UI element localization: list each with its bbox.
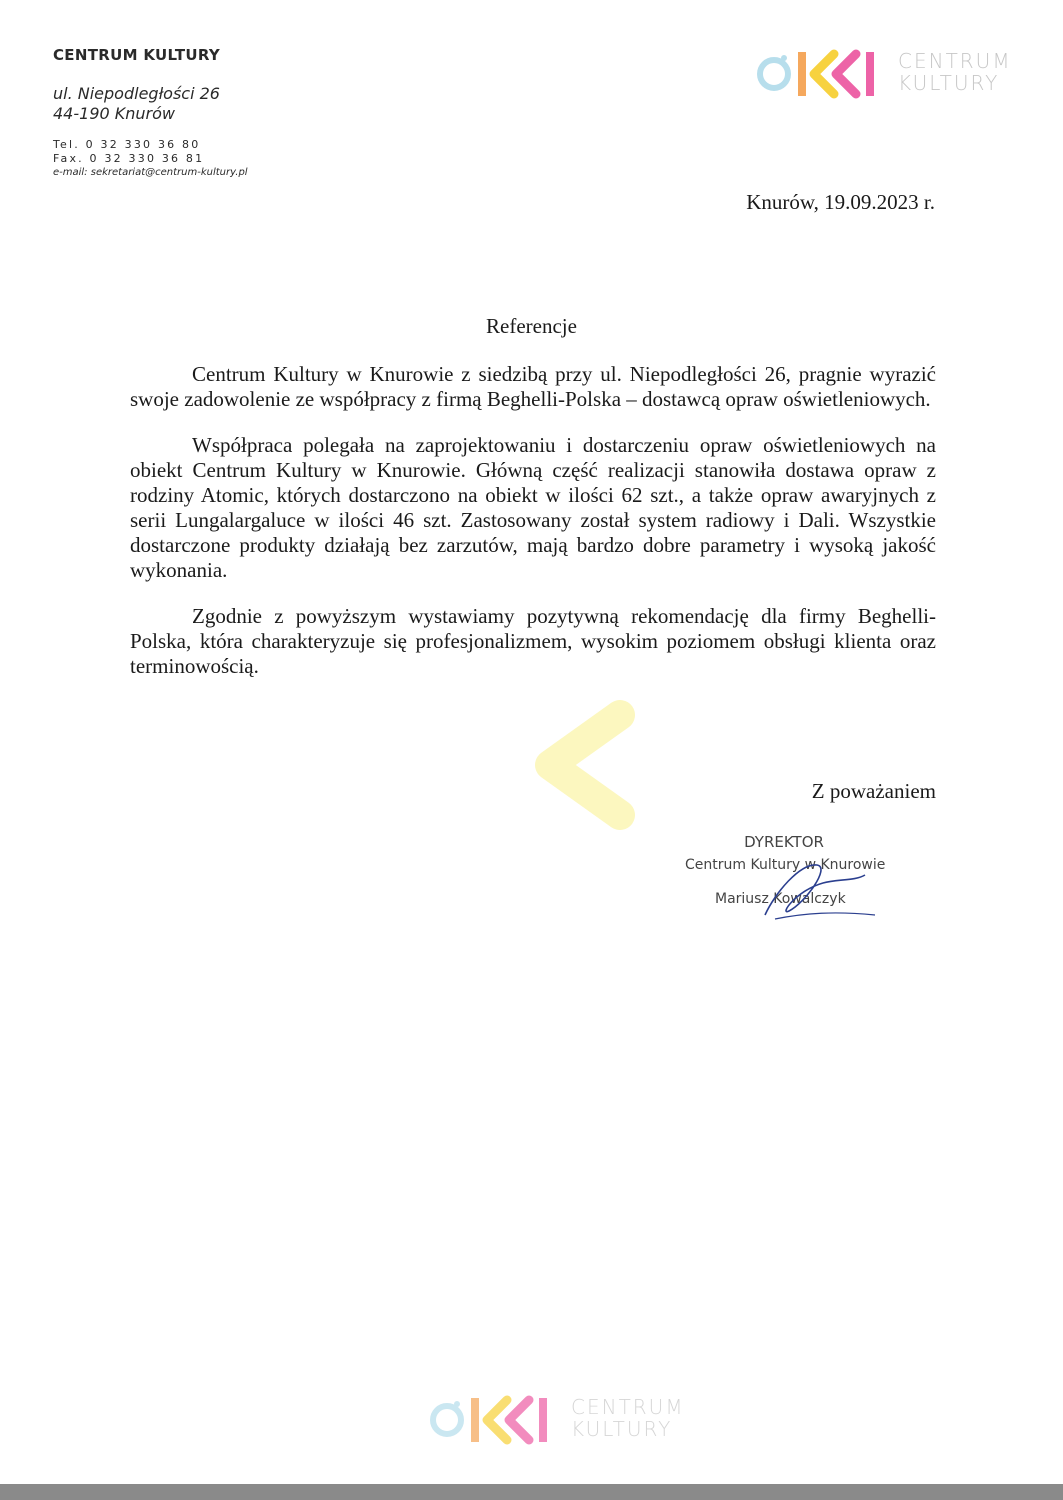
watermark-chevron-icon [525,700,645,830]
sender-street: ul. Niepodległości 26 [53,84,220,103]
logo-mark-icon [752,44,892,100]
sender-fax: Fax. 0 32 330 36 81 [53,152,205,165]
footer-logo-line2: KULTURY [571,1417,673,1441]
sender-city: 44-190 Knurów [53,104,175,123]
signature-name: Mariusz Kowalczyk [715,891,846,907]
signature-role: DYREKTOR [744,833,824,851]
logo-line1: CENTRUM [898,49,1012,73]
footer-logo-line1: CENTRUM [571,1395,685,1419]
sender-email: e-mail: sekretariat@centrum-kultury.pl [53,167,248,178]
sender-block [53,46,248,180]
sender-contact [53,138,248,180]
paragraph-1: Centrum Kultury w Knurowie z siedzibą przy ul. Niepodległości 26, pragnie wyrazić swoje zadowolenie ze współpracy z firmą Beghelli-Polska – dostawcą opraw oświetleniowych. [130,362,936,411]
sender-organization: CENTRUM KULTURY [53,46,221,64]
logo-line2: KULTURY [898,71,1000,95]
sender-address [53,84,248,124]
signature-organization: Centrum Kultury w Knurowie [685,857,886,873]
letter-title: Referencje [486,314,577,338]
handwritten-signature-icon [745,853,885,923]
letter-body [130,362,936,700]
footer-logo-mark-icon [425,1390,565,1446]
logo-wordmark [898,50,1012,94]
paragraph-2: Współpraca polegała na zaprojektowaniu i dostarczeniu opraw oświetleniowych na obiekt Centrum Kultury w Knurowie. Główną część realizacji stanowiła dostawa opraw z rodziny Atomic, których dostarczono na obiekt w ilości 62 szt., a także opraw awaryjnych z serii Lungalargaluce w ilości 46 szt. Zastosowany został system radiowy i Dali. Wszystkie dostarczone produkty działają bez zarzutów, mają bardzo dobre parametry i wysoką jakość wykonania. [130,433,936,582]
closing-salutation: Z poważaniem [811,779,936,803]
footer-logo [425,1390,685,1446]
footer-logo-wordmark [571,1396,685,1440]
scan-edge-bar [0,1484,1063,1500]
header-logo [752,44,1012,100]
signature-stamp [685,833,925,907]
letter-date: Knurów, 19.09.2023 r. [746,190,935,214]
paragraph-3: Zgodnie z powyższym wystawiamy pozytywną rekomendację dla firmy Beghelli-Polska, która charakteryzuje się profesjonalizmem, wysokim poziomem obsługi klienta oraz terminowością. [130,604,936,678]
sender-phone: Tel. 0 32 330 36 80 [53,138,201,151]
